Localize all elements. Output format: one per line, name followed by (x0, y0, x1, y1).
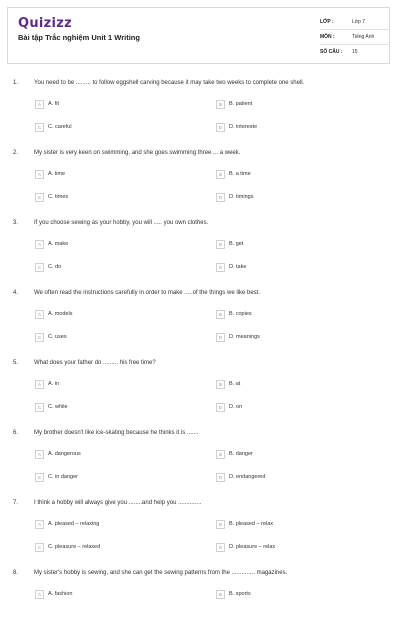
worksheet-header (7, 7, 390, 64)
question-number: 1. (13, 80, 19, 86)
meta-value: Lớp 7 (352, 19, 366, 25)
option-letter-box: B (216, 590, 225, 599)
meta-value: 15 (352, 49, 358, 55)
option-text: B. at (229, 381, 241, 387)
question-text: You need to be ......... to follow eggshell carving because it may take two weeks to complete one shell. (34, 80, 305, 86)
answer-option-b[interactable] (216, 169, 251, 179)
option-letter-box: C (35, 263, 44, 272)
question-text: If you choose sewing as your hobby, you will ..... you own clothes. (34, 220, 209, 226)
answer-option-b[interactable] (216, 379, 240, 389)
meta-label: MÔN : (320, 34, 335, 40)
option-letter-box: A (35, 310, 44, 319)
option-text: C. careful (48, 124, 72, 130)
question-number: 7. (13, 500, 19, 506)
option-letter-box: B (216, 240, 225, 249)
option-letter-box: C (35, 543, 44, 552)
question-number: 4. (13, 290, 19, 296)
answer-option-b[interactable] (216, 99, 252, 109)
question-text: I think a hobby will always give you ........and help you .............. (34, 500, 202, 506)
option-letter-box: C (35, 193, 44, 202)
option-letter-box: B (216, 170, 225, 179)
answer-option-a[interactable] (35, 169, 65, 179)
question-number: 5. (13, 360, 19, 366)
option-text: A. make (48, 241, 69, 247)
question-number: 3. (13, 220, 19, 226)
question-item (0, 498, 400, 568)
option-text: D. intereste (229, 124, 258, 130)
question-item (0, 288, 400, 358)
question-number: 8. (13, 570, 19, 576)
worksheet-title: Bài tập Trắc nghiệm Unit 1 Writing (18, 33, 140, 42)
option-letter-box: A (35, 520, 44, 529)
option-text: B. copies (229, 311, 252, 317)
option-letter-box: A (35, 590, 44, 599)
option-letter-box: A (35, 380, 44, 389)
option-text: B. danger (229, 451, 253, 457)
option-text: A. fashion (48, 591, 73, 597)
answer-option-a[interactable] (35, 239, 68, 249)
option-text: D. meanings (229, 334, 260, 340)
meta-value: Tiếng Anh (352, 34, 375, 40)
option-text: A. fit (48, 101, 60, 107)
answer-option-d[interactable] (216, 192, 253, 202)
option-text: A. time (48, 171, 66, 177)
option-letter-box: A (35, 100, 44, 109)
option-letter-box: C (35, 473, 44, 482)
option-text: C. in danger (48, 474, 78, 480)
option-letter-box: B (216, 520, 225, 529)
meta-row-subject (320, 30, 390, 45)
option-text: A. pleased – relaxing (48, 521, 100, 527)
answer-option-c[interactable] (35, 192, 68, 202)
option-text: D. take (229, 264, 247, 270)
answer-option-c[interactable] (35, 542, 100, 552)
option-letter-box: B (216, 380, 225, 389)
option-text: C. while (48, 404, 68, 410)
question-list (0, 78, 400, 638)
answer-option-a[interactable] (35, 309, 72, 319)
question-number: 2. (13, 150, 19, 156)
answer-option-a[interactable] (35, 99, 59, 109)
question-text: What does your father do ......... his free time? (34, 360, 156, 366)
question-number: 6. (13, 430, 19, 436)
answer-option-d[interactable] (216, 122, 257, 132)
option-letter-box: B (216, 310, 225, 319)
answer-option-c[interactable] (35, 472, 78, 482)
meta-label: LỚP : (320, 19, 334, 25)
question-text: My brother doesn't like ice-skating because he thinks it is ....... (34, 430, 199, 436)
question-text: We often read the instructions carefully in order to make .....of the things we like best. (34, 290, 261, 296)
quizizz-logo[interactable]: Quizizz (18, 16, 73, 31)
question-item (0, 78, 400, 148)
option-letter-box: A (35, 240, 44, 249)
question-item (0, 148, 400, 218)
answer-option-c[interactable] (35, 332, 67, 342)
answer-option-b[interactable] (216, 449, 253, 459)
option-text: C. pleasure – relaxed (48, 544, 101, 550)
option-letter-box: D (216, 333, 225, 342)
option-text: C. uses (48, 334, 67, 340)
worksheet-meta (320, 15, 390, 59)
option-text: B. pleased – relax (229, 521, 274, 527)
answer-option-d[interactable] (216, 332, 260, 342)
option-letter-box: D (216, 193, 225, 202)
question-item (0, 218, 400, 288)
answer-option-d[interactable] (216, 402, 242, 412)
option-letter-box: B (216, 450, 225, 459)
option-text: B. a time (229, 171, 251, 177)
option-letter-box: A (35, 450, 44, 459)
option-letter-box: D (216, 123, 225, 132)
meta-label: SỐ CÂU : (320, 49, 343, 55)
answer-option-b[interactable] (216, 239, 243, 249)
answer-option-b[interactable] (216, 309, 252, 319)
option-text: D. timings (229, 194, 254, 200)
answer-option-d[interactable] (216, 472, 265, 482)
option-text: B. get (229, 241, 244, 247)
option-text: D. endangered (229, 474, 266, 480)
option-letter-box: D (216, 543, 225, 552)
answer-option-b[interactable] (216, 519, 273, 529)
option-letter-box: D (216, 473, 225, 482)
option-letter-box: D (216, 263, 225, 272)
question-text: My sister's hobby is sewing, and she can get the sewing patterns from the .............. magazines. (34, 570, 288, 576)
answer-option-c[interactable] (35, 402, 68, 412)
answer-option-d[interactable] (216, 262, 246, 272)
option-text: D. on (229, 404, 243, 410)
answer-option-c[interactable] (35, 262, 61, 272)
question-item (0, 428, 400, 498)
question-item (0, 358, 400, 428)
answer-option-a[interactable] (35, 449, 81, 459)
answer-option-a[interactable] (35, 379, 59, 389)
option-text: D. pleasure – relax (229, 544, 276, 550)
option-text: B. patient (229, 101, 253, 107)
question-text: My sister is very keen on swimming, and she goes swimming three ... a week. (34, 150, 241, 156)
answer-option-b[interactable] (216, 589, 251, 599)
option-text: C. do (48, 264, 62, 270)
answer-option-d[interactable] (216, 542, 275, 552)
answer-option-a[interactable] (35, 589, 72, 599)
option-letter-box: D (216, 403, 225, 412)
meta-row-question-count (320, 45, 390, 59)
option-letter-box: C (35, 123, 44, 132)
option-letter-box: C (35, 403, 44, 412)
option-letter-box: B (216, 100, 225, 109)
answer-option-c[interactable] (35, 122, 72, 132)
option-text: A. in (48, 381, 60, 387)
option-letter-box: A (35, 170, 44, 179)
answer-option-a[interactable] (35, 519, 99, 529)
option-letter-box: C (35, 333, 44, 342)
question-item (0, 568, 400, 638)
option-text: A. dangerous (48, 451, 81, 457)
meta-row-class (320, 15, 390, 30)
option-text: C. times (48, 194, 69, 200)
option-text: B. sports (229, 591, 251, 597)
option-text: A. models (48, 311, 73, 317)
